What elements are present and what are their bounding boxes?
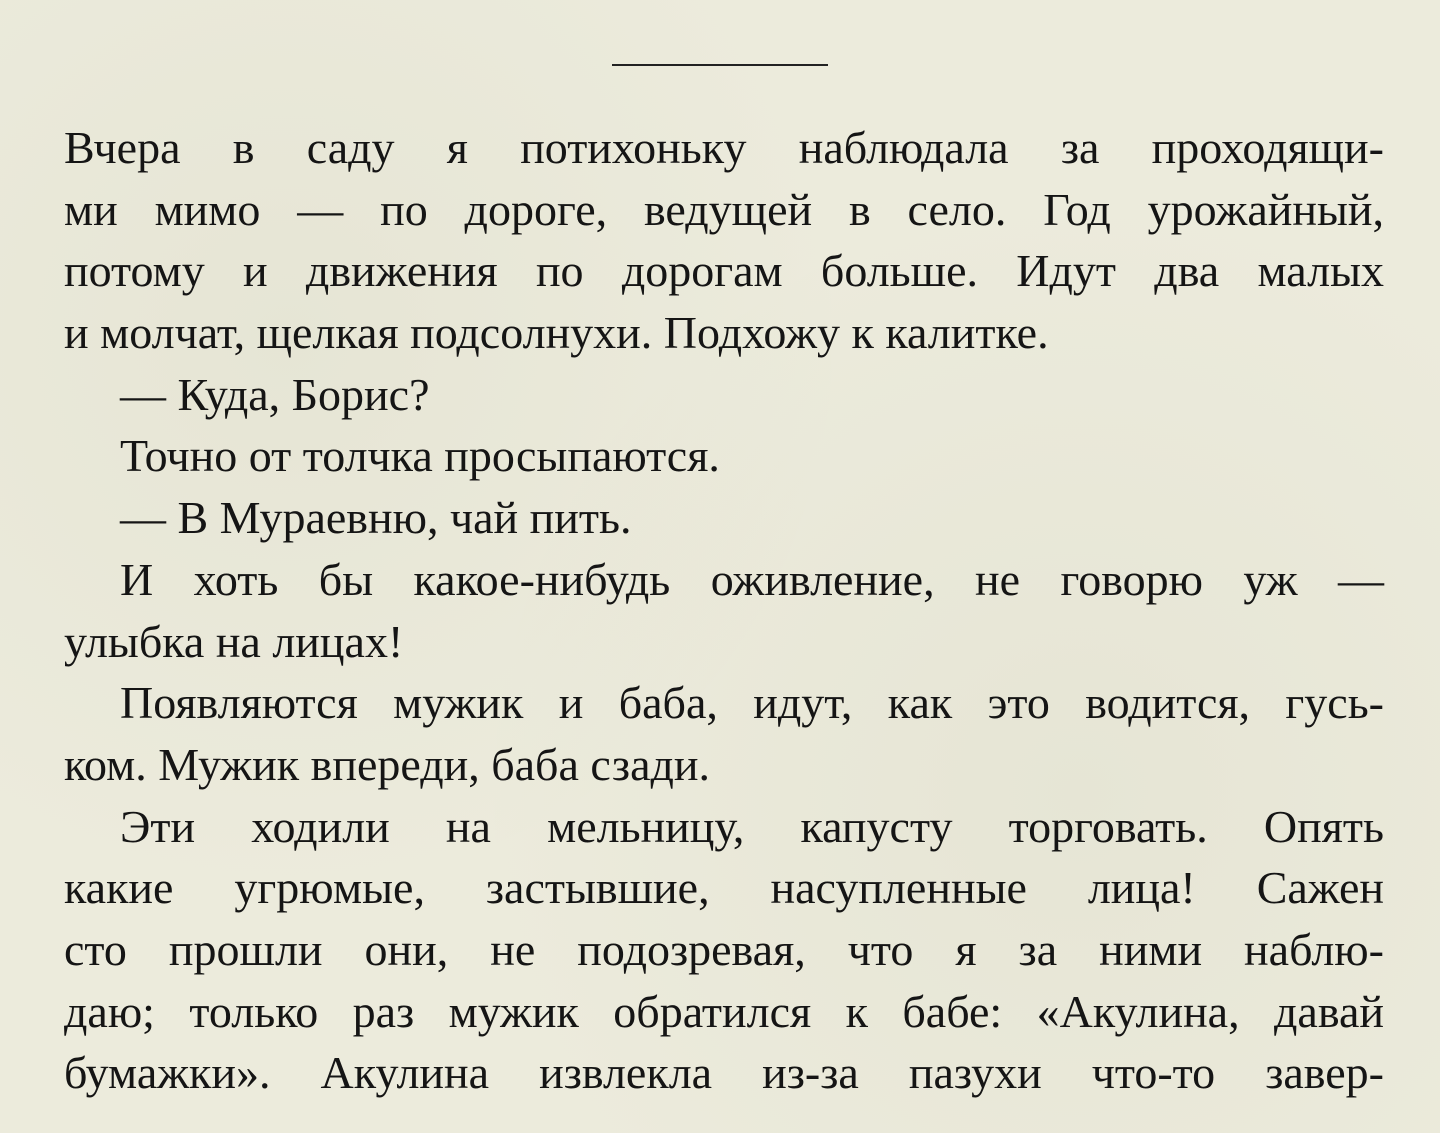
text-line-15: даю; только раз мужик обратился к бабе: «Акулина, давай — [64, 985, 1384, 1037]
text-line-4: и молчат, щелкая подсолнухи. Подхожу к калитке. — [64, 307, 1049, 359]
section-divider-rule — [612, 64, 828, 66]
text-line-14: сто прошли они, не подозревая, что я за ними наблю- — [64, 923, 1384, 975]
text-line-5: — Куда, Борис? — [120, 368, 430, 420]
text-line-16: бумажки». Акулина извлекла из-за пазухи что-то завер- — [64, 1047, 1384, 1099]
text-line-3: потому и движения по дорогам больше. Идут два малых — [64, 245, 1384, 297]
text-line-6: Точно от толчка просыпаются. — [120, 430, 720, 482]
text-line-8: И хоть бы какое-нибудь оживление, не говорю уж — — [120, 553, 1384, 605]
text-line-1: Вчера в саду я потихоньку наблюдала за проходящи- — [64, 122, 1384, 173]
text-line-13: какие угрюмые, застывшие, насупленные лица! Сажен — [64, 862, 1384, 914]
text-line-2: ми мимо — по дороге, ведущей в село. Год урожайный, — [64, 183, 1384, 235]
text-line-12: Эти ходили на мельницу, капусту торговать. Опять — [120, 800, 1384, 852]
text-line-9: улыбка на лицах! — [64, 615, 404, 667]
text-line-7: — В Мураевню, чай пить. — [120, 492, 632, 544]
text-line-10: Появляются мужик и баба, идут, как это водится, гусь- — [120, 677, 1384, 729]
document-body — [64, 117, 1384, 1104]
text-line-11: ком. Мужик впереди, баба сзади. — [64, 738, 711, 790]
